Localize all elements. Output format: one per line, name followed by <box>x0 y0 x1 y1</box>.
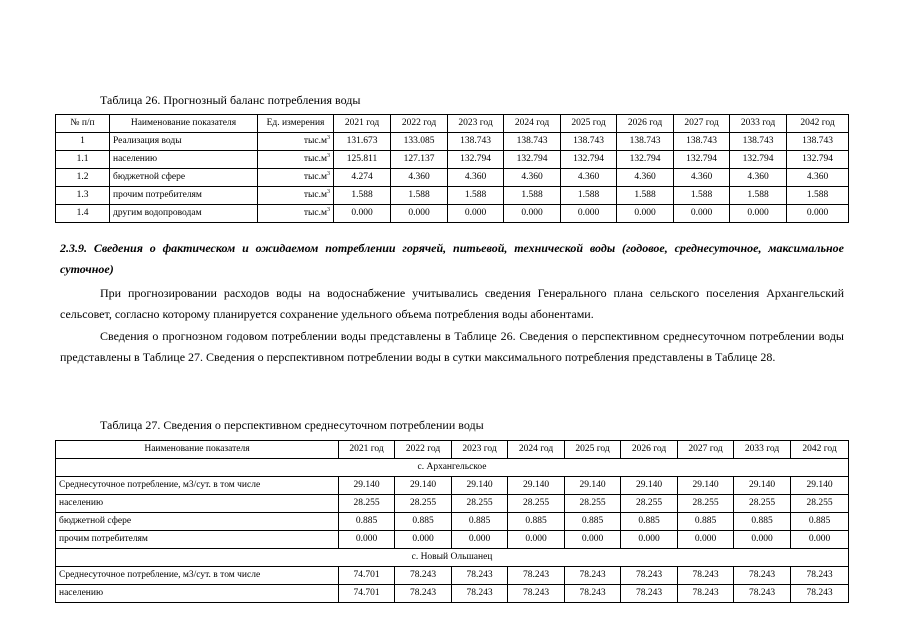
value-cell: 29.140 <box>508 477 565 495</box>
table-26-row <box>56 133 849 151</box>
value-cell: 133.085 <box>391 133 448 151</box>
value-cell: 0.000 <box>678 531 734 549</box>
table-27-header-cell: 2024 год <box>508 441 565 459</box>
table-27-header-cell: 2026 год <box>621 441 678 459</box>
table-27-group-row <box>56 549 849 567</box>
table-26-header-cell: Ед. измерения <box>258 115 334 133</box>
indicator-name-cell: другим водопроводам <box>110 205 258 223</box>
row-number-cell: 1.2 <box>56 169 110 187</box>
table-26-row <box>56 169 849 187</box>
value-cell: 0.000 <box>339 531 395 549</box>
value-cell: 1.588 <box>787 187 849 205</box>
value-cell: 0.000 <box>565 531 621 549</box>
value-cell: 127.137 <box>391 151 448 169</box>
value-cell: 78.243 <box>508 567 565 585</box>
table-27-header-cell: 2033 год <box>734 441 791 459</box>
table-27-header-cell: Наименование показателя <box>56 441 339 459</box>
table-27-header-cell: 2023 год <box>452 441 508 459</box>
value-cell: 29.140 <box>339 477 395 495</box>
unit-cell: $тыс.м^3$ <box>258 169 334 187</box>
value-cell: 132.794 <box>787 151 849 169</box>
value-cell: 29.140 <box>678 477 734 495</box>
value-cell: 0.000 <box>391 205 448 223</box>
value-cell: 0.000 <box>787 205 849 223</box>
row-number-cell: 1.1 <box>56 151 110 169</box>
settlement-name-cell: с. Архангельское <box>56 459 849 477</box>
value-cell: 0.000 <box>674 205 730 223</box>
value-cell: 28.255 <box>791 495 849 513</box>
value-cell: 132.794 <box>730 151 787 169</box>
table-26-header-cell: 2026 год <box>617 115 674 133</box>
value-cell: 28.255 <box>508 495 565 513</box>
value-cell: 28.255 <box>339 495 395 513</box>
value-cell: 0.885 <box>621 513 678 531</box>
value-cell: 1.588 <box>504 187 561 205</box>
value-cell: 29.140 <box>395 477 452 495</box>
value-cell: 29.140 <box>734 477 791 495</box>
value-cell: 1.588 <box>730 187 787 205</box>
value-cell: 29.140 <box>791 477 849 495</box>
value-cell: 4.274 <box>334 169 391 187</box>
value-cell: 0.000 <box>621 531 678 549</box>
table-27-caption: Таблица 27. Сведения о перспективном среднесуточном потреблении воды <box>100 418 484 432</box>
table-27-row <box>56 585 849 603</box>
unit-cell: $тыс.м^3$ <box>258 187 334 205</box>
value-cell: 78.243 <box>621 585 678 603</box>
value-cell: 138.743 <box>448 133 504 151</box>
value-cell: 78.243 <box>621 567 678 585</box>
value-cell: 138.743 <box>561 133 617 151</box>
value-cell: 0.885 <box>678 513 734 531</box>
value-cell: 0.000 <box>504 205 561 223</box>
paragraph-2: Сведения о прогнозном годовом потреблении воды представлены в Таблице 26. Сведения о перспективном среднесуточном потреблении воды представлены в Таблице 27. Сведения о перспективном потреблении воды в сутки максимального потребления представлены в Таблице 28. <box>60 329 844 364</box>
value-cell: 78.243 <box>508 585 565 603</box>
value-cell: 132.794 <box>504 151 561 169</box>
indicator-name-cell: Среднесуточное потребление, м3/сут. в том числе <box>56 477 339 495</box>
value-cell: 28.255 <box>452 495 508 513</box>
value-cell: 28.255 <box>621 495 678 513</box>
table-26-header-cell: Наименование показателя <box>110 115 258 133</box>
unit-cell: $тыс.м^3$ <box>258 205 334 223</box>
indicator-name-cell: населению <box>56 585 339 603</box>
table-27-header-cell: 2027 год <box>678 441 734 459</box>
table-27-row <box>56 567 849 585</box>
value-cell: 29.140 <box>621 477 678 495</box>
row-number-cell: 1 <box>56 133 110 151</box>
value-cell: 78.243 <box>565 567 621 585</box>
value-cell: 78.243 <box>734 567 791 585</box>
table-26 <box>55 114 849 223</box>
table-27-header-cell: 2021 год <box>339 441 395 459</box>
value-cell: 138.743 <box>730 133 787 151</box>
value-cell: 4.360 <box>617 169 674 187</box>
value-cell: 0.000 <box>617 205 674 223</box>
value-cell: 132.794 <box>617 151 674 169</box>
value-cell: 74.701 <box>339 585 395 603</box>
row-number-cell: 1.4 <box>56 205 110 223</box>
value-cell: 78.243 <box>734 585 791 603</box>
value-cell: 78.243 <box>791 585 849 603</box>
value-cell: 1.588 <box>561 187 617 205</box>
table-26-header-cell: 2022 год <box>391 115 448 133</box>
indicator-name-cell: Среднесуточное потребление, м3/сут. в том числе <box>56 567 339 585</box>
value-cell: 78.243 <box>395 567 452 585</box>
value-cell: 132.794 <box>674 151 730 169</box>
value-cell: 0.885 <box>395 513 452 531</box>
value-cell: 138.743 <box>787 133 849 151</box>
table-26-header-cell: 2021 год <box>334 115 391 133</box>
table-26-header-cell: 2024 год <box>504 115 561 133</box>
value-cell: 4.360 <box>504 169 561 187</box>
value-cell: 0.885 <box>508 513 565 531</box>
table-26-header-cell: 2042 год <box>787 115 849 133</box>
indicator-name-cell: населению <box>56 495 339 513</box>
value-cell: 0.000 <box>508 531 565 549</box>
value-cell: 138.743 <box>617 133 674 151</box>
indicator-name-cell: прочим потребителям <box>110 187 258 205</box>
row-number-cell: 1.3 <box>56 187 110 205</box>
value-cell: 28.255 <box>678 495 734 513</box>
value-cell: 28.255 <box>565 495 621 513</box>
value-cell: 78.243 <box>791 567 849 585</box>
table-27-header-row <box>56 441 849 459</box>
value-cell: 1.588 <box>391 187 448 205</box>
value-cell: 78.243 <box>678 567 734 585</box>
table-26-header-cell: 2023 год <box>448 115 504 133</box>
table-27-row <box>56 495 849 513</box>
table-26-header-row <box>56 115 849 133</box>
value-cell: 28.255 <box>734 495 791 513</box>
value-cell: 1.588 <box>617 187 674 205</box>
table-26-header-cell: 2033 год <box>730 115 787 133</box>
table-27 <box>55 440 849 603</box>
value-cell: 29.140 <box>452 477 508 495</box>
table-27-row <box>56 513 849 531</box>
value-cell: 74.701 <box>339 567 395 585</box>
table-26-row <box>56 151 849 169</box>
table-26-caption: Таблица 26. Прогнозный баланс потребления воды <box>100 93 361 107</box>
table-27-header-cell: 2025 год <box>565 441 621 459</box>
value-cell: 29.140 <box>565 477 621 495</box>
value-cell: 0.000 <box>734 531 791 549</box>
value-cell: 131.673 <box>334 133 391 151</box>
table-27-header-cell: 2042 год <box>791 441 849 459</box>
value-cell: 138.743 <box>504 133 561 151</box>
value-cell: 4.360 <box>787 169 849 187</box>
value-cell: 4.360 <box>730 169 787 187</box>
unit-cell: $тыс.м^3$ <box>258 133 334 151</box>
table-26-header-cell: 2027 год <box>674 115 730 133</box>
section-heading: 2.3.9. Сведения о фактическом и ожидаемом потреблении горячей, питьевой, технической воды (годовое, среднесуточное, максимальное суточное) <box>60 241 844 276</box>
value-cell: 1.588 <box>448 187 504 205</box>
value-cell: 132.794 <box>561 151 617 169</box>
value-cell: 0.000 <box>395 531 452 549</box>
value-cell: 78.243 <box>452 567 508 585</box>
value-cell: 0.000 <box>791 531 849 549</box>
table-26-row <box>56 205 849 223</box>
indicator-name-cell: бюджетной сфере <box>56 513 339 531</box>
value-cell: 125.811 <box>334 151 391 169</box>
value-cell: 0.885 <box>791 513 849 531</box>
table-27-header-cell: 2022 год <box>395 441 452 459</box>
value-cell: 0.000 <box>452 531 508 549</box>
value-cell: 0.885 <box>565 513 621 531</box>
value-cell: 138.743 <box>674 133 730 151</box>
value-cell: 0.000 <box>334 205 391 223</box>
indicator-name-cell: прочим потребителям <box>56 531 339 549</box>
indicator-name-cell: населению <box>110 151 258 169</box>
value-cell: 0.000 <box>448 205 504 223</box>
paragraph-1: При прогнозировании расходов воды на водоснабжение учитывались сведения Генерального плана сельского поселения Архангельский сельсовет, согласно которому планируется сохранение удельного объема потребления воды абонентами. <box>60 286 844 321</box>
value-cell: 4.360 <box>448 169 504 187</box>
value-cell: 78.243 <box>678 585 734 603</box>
value-cell: 1.588 <box>334 187 391 205</box>
value-cell: 0.000 <box>730 205 787 223</box>
settlement-name-cell: с. Новый Ольшанец <box>56 549 849 567</box>
value-cell: 78.243 <box>395 585 452 603</box>
indicator-name-cell: бюджетной сфере <box>110 169 258 187</box>
value-cell: 0.000 <box>561 205 617 223</box>
table-26-header-cell: № п/п <box>56 115 110 133</box>
table-26-row <box>56 187 849 205</box>
table-26-header-cell: 2025 год <box>561 115 617 133</box>
value-cell: 78.243 <box>452 585 508 603</box>
value-cell: 0.885 <box>734 513 791 531</box>
value-cell: 4.360 <box>391 169 448 187</box>
value-cell: 78.243 <box>565 585 621 603</box>
value-cell: 0.885 <box>339 513 395 531</box>
table-27-group-row <box>56 459 849 477</box>
indicator-name-cell: Реализация воды <box>110 133 258 151</box>
table-27-row <box>56 531 849 549</box>
value-cell: 0.885 <box>452 513 508 531</box>
value-cell: 1.588 <box>674 187 730 205</box>
unit-cell: $тыс.м^3$ <box>258 151 334 169</box>
value-cell: 132.794 <box>448 151 504 169</box>
table-27-row <box>56 477 849 495</box>
value-cell: 4.360 <box>674 169 730 187</box>
value-cell: 4.360 <box>561 169 617 187</box>
value-cell: 28.255 <box>395 495 452 513</box>
